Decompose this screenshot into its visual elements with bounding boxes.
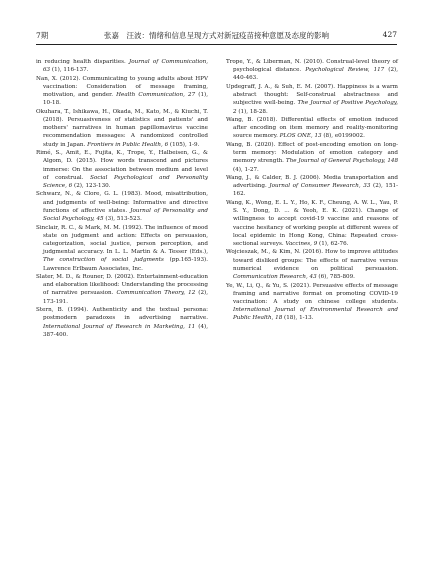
reference-entry: Wang, J., & Calder, B. J. (2006). Media transportation and advertising. Journal of Consumer Research, 33 (2), 151-162. xyxy=(226,175,398,198)
reference-entry: Okuhara, T., Ishikawa, H., Okada, M., Kato, M., & Kiuchi, T. (2018). Persuasiveness of statistics and patients' and mothers' narratives in human papillomavirus vaccine recommendation messages: A randomized controlled study in Japan. Frontiers in Public Health, 6 (105), 1-9. xyxy=(36,108,208,148)
reference-entry: Wojcieszak, M., & Kim, N. (2016). How to improve attitudes toward disliked groups: The effects of narrative versus numerical evidence on political persuasion. Communication Research, 43 (6), 785-809. xyxy=(226,249,398,281)
header-rule xyxy=(36,44,397,45)
page-number: 427 xyxy=(382,30,397,39)
running-title: 张嘉 汪波：情绪和信息呈现方式对新冠疫苗接种意愿及态度的影响 xyxy=(104,31,329,40)
reference-entry: Rimé, S., Amit, E., Fujita, K., Trope, Y., Halbeisen, G., & Algom, D. (2015). How words transcend and pictures immerse: On the association between medium and level of construal. Social Psychological and Personality Science, 6 (2), 123-130. xyxy=(36,150,208,189)
reference-entry: Updegraff, J. A., & Suh, E. M. (2007). Happiness is a warm abstract thought: Self-construal abstractness and subjective well-being. The Journal of Positive Psychology, 2 (1), 18-28. xyxy=(226,83,398,115)
reference-entry: Trope, Y., & Liberman, N. (2010). Construal-level theory of psychological distance. Psychological Review, 117 (2), 440-463. xyxy=(226,59,399,82)
issue-number: 7期 xyxy=(36,31,49,40)
reference-entry: Wang, B. (2018). Differential effects of emotion induced after encoding on item memory and reality-monitoring source memory. PLOS ONE, 13 (8), e0199002. xyxy=(226,117,398,140)
reference-entry: Schwarz, N., & Clore, G. L. (1983). Mood, misattribution, and judgments of well-being: Informative and directive functions of affective states. Journal of Personality and Social Psychology, 45 (3), 513-523. xyxy=(36,191,209,223)
reference-entry: Wang, B. (2020). Effect of post-encoding emotion on long-term memory: Modulation of emotion category and memory strength. The Journal of General Psychology, 148 (4), 1-27. xyxy=(226,141,398,173)
reference-entry: Slater, M. D., & Rouner, D. (2002). Entertainment-education and elaboration likelihood: Understanding the processing of narrative persuasion. Communication Theory, 12 (2), 173-191. xyxy=(36,274,209,305)
references-column-right xyxy=(226,58,398,323)
reference-entry: Sinclair, R. C., & Mark, M. M. (1992). The influence of mood state on judgment and action: Effects on persuasion, categorization, social justice, person perception, and judgmental accuracy. In L. L. Martin & A. Tesser (Eds.), The construction of social judgments (pp.165-193). Lawrence Erlbaum Associates, Inc. xyxy=(36,224,208,272)
running-header xyxy=(36,30,397,44)
reference-entry: Stern, B. (1994). Authenticity and the textual persona: postmodern paradoxes in advertising narrative. International Journal of Research in Marketing, 11 (4), 387-400. xyxy=(36,307,208,338)
reference-entry: in reducing health disparities. Journal of Communication, 63 (1), 116-137. xyxy=(36,59,208,74)
reference-entry: Wang, K., Wong, E. L. Y., Ho, K. F., Cheung, A. W. L., Yau, P. S. Y., Dong, D. ... & Yeoh, E. K. (2021). Change of willingness to accept covid-19 vaccine and reasons of vaccine hesitancy of working people at different waves of local epidemic in Hong Kong, China: Repeated cross-sectional surveys. Vaccines, 9 (1), 62-76. xyxy=(226,199,398,247)
reference-entry: Ye, W., Li, Q., & Yu, S. (2021). Persuasive effects of message framing and narrative format on promoting COVID-19 vaccination: A study on chinese college students. International Journal of Environmental Research and Public Health, 18 (18), 1-13. xyxy=(226,282,398,322)
references-column-left xyxy=(36,58,208,339)
reference-entry: Nan, X. (2012). Communicating to young adults about HPV vaccination: Consideration of message framing, motivation, and gender. Health Communication, 27 (1), 10-18. xyxy=(36,75,209,107)
